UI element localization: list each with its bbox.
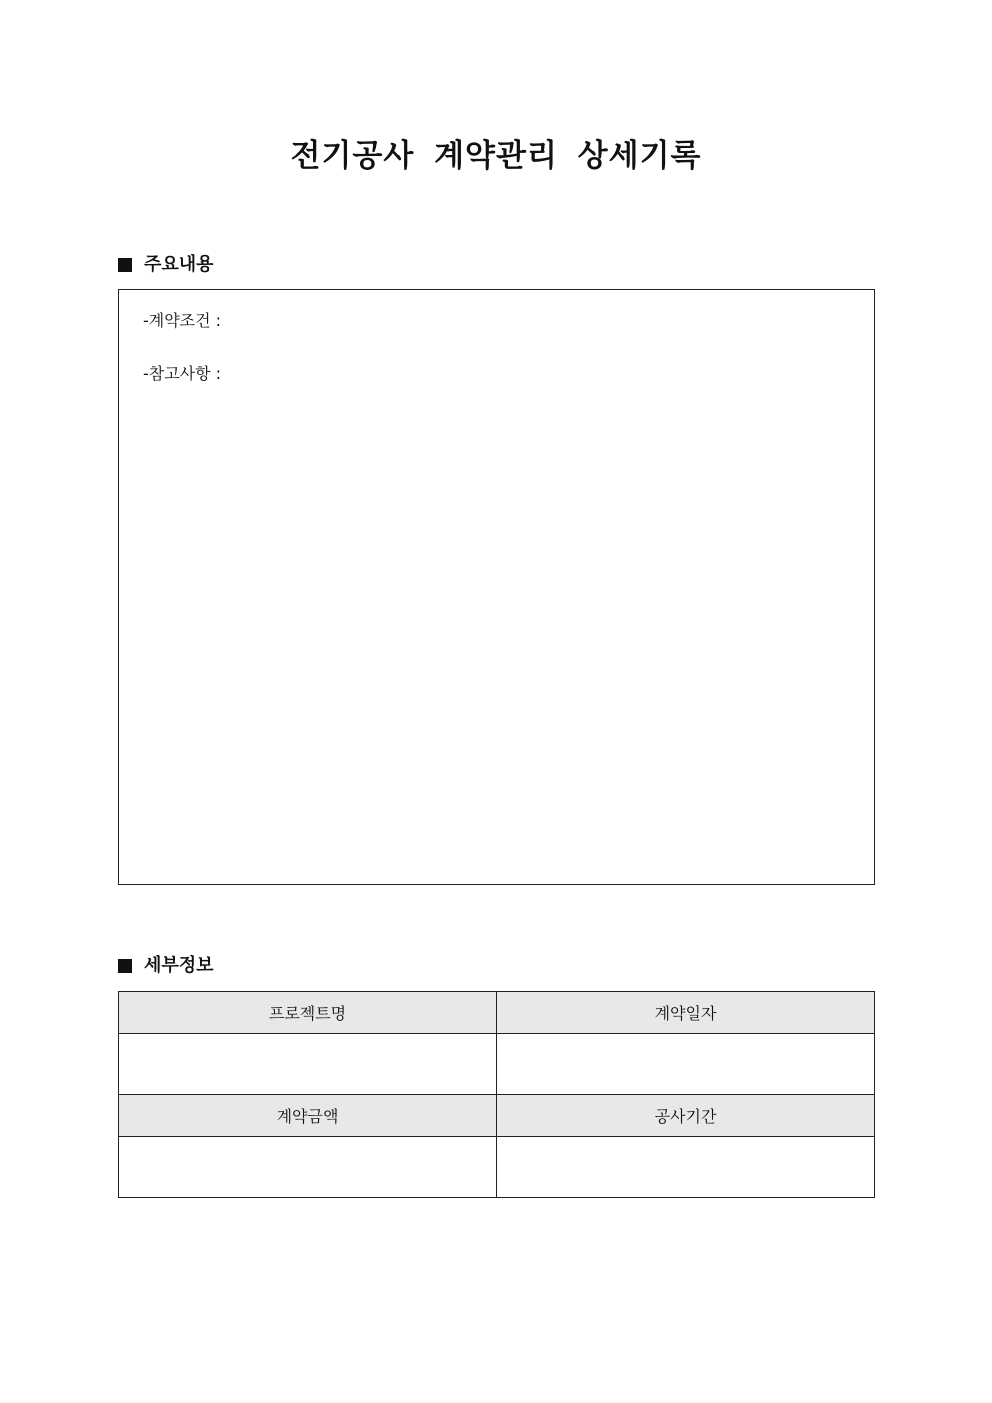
table-header-row <box>119 992 875 1034</box>
project-name-cell[interactable] <box>119 1034 497 1095</box>
table-header-row <box>119 1095 875 1137</box>
project-name-header: 프로젝트명 <box>119 992 497 1034</box>
table-value-row <box>119 1034 875 1095</box>
table-value-row <box>119 1137 875 1198</box>
page-title: 전기공사 계약관리 상세기록 <box>290 138 702 174</box>
section-heading-main <box>118 252 214 278</box>
construction-period-header: 공사기간 <box>497 1095 875 1137</box>
section-heading-detail-label: 세부정보 <box>144 955 214 976</box>
detail-table <box>118 991 875 1198</box>
section-heading-detail <box>118 953 214 979</box>
contract-date-cell[interactable] <box>497 1034 875 1095</box>
remarks-line: -참고사항 : <box>143 364 222 383</box>
contract-amount-header: 계약금액 <box>119 1095 497 1137</box>
section-heading-main-label: 주요내용 <box>144 254 214 275</box>
construction-period-cell[interactable] <box>497 1137 875 1198</box>
contract-date-header: 계약일자 <box>497 992 875 1034</box>
contract-terms-line: -계약조건 : <box>143 311 222 330</box>
contract-amount-cell[interactable] <box>119 1137 497 1198</box>
black-square-icon <box>118 258 132 272</box>
main-content-box[interactable] <box>118 289 875 885</box>
black-square-icon <box>118 959 132 973</box>
